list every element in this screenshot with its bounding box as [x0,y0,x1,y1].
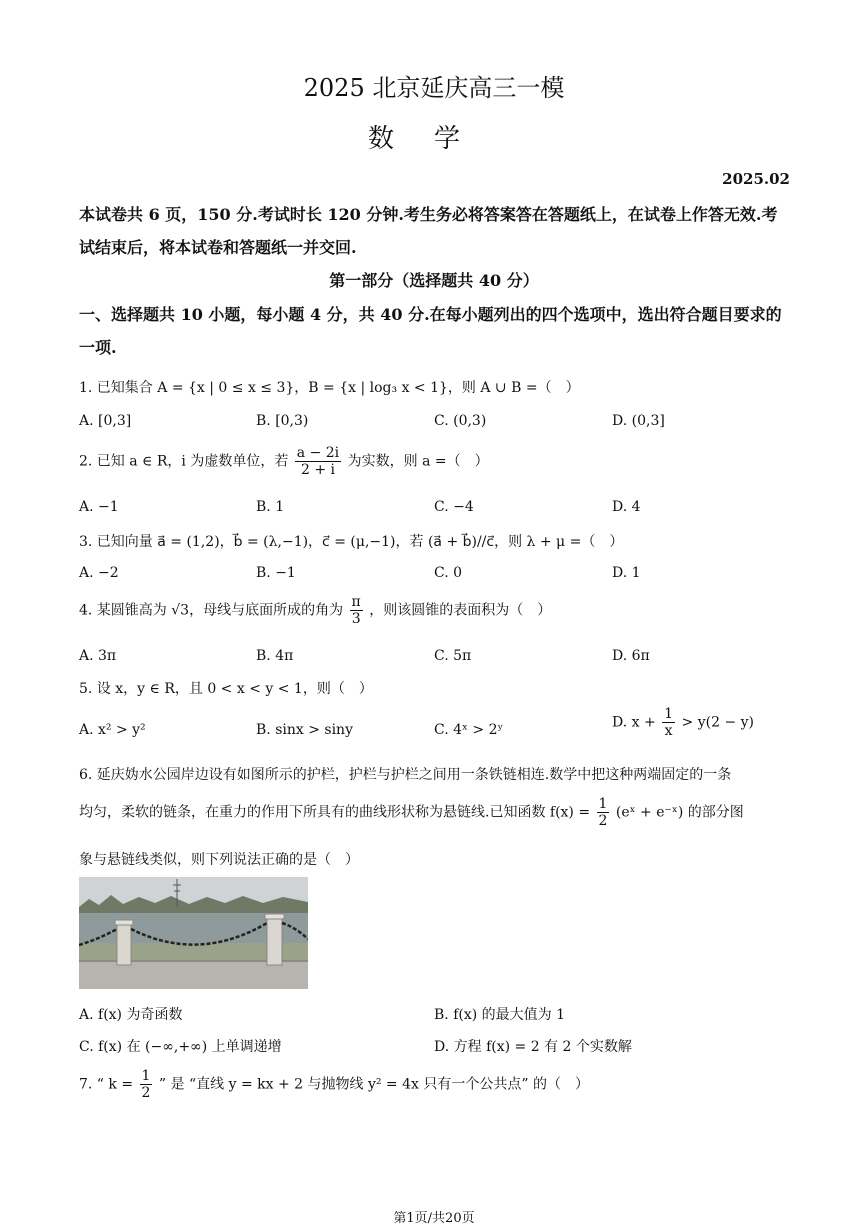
q4-option-a[interactable]: A. 3π [79,648,117,664]
part-heading: 第一部分（选择题共 40 分） [329,271,539,290]
q7-fraction [140,1068,153,1101]
q3-option-c[interactable]: C. 0 [434,565,463,581]
q4-frac-den: 3 [351,611,361,627]
q4-fraction [350,594,363,627]
question-4-stem [79,594,551,627]
q4-frac-num: π [351,594,361,610]
q5-d-frac-den: x [664,723,673,739]
q6-frac-den: 2 [598,813,608,829]
q4-option-b[interactable]: B. 4π [256,648,294,664]
q6-option-a[interactable]: A. f(x) 为奇函数 [79,1007,183,1023]
q6-line2-post: (eˣ + e⁻ˣ) 的部分图 [615,804,744,821]
question-6-line-1: 6. 延庆妫水公园岸边设有如图所示的护栏，护栏与护栏之间用一条铁链相连.数学中把这种两端固定的一条 [79,767,732,783]
guardrail-photo-svg [79,877,308,989]
question-6-line-3: 象与悬链线类似，则下列说法正确的是（ ） [79,852,359,868]
question-3-stem: 3. 已知向量 a⃗ = (1,2)，b⃗ = (λ,−1)，c⃗ = (μ,−1)，若 (a⃗ + b⃗)//c⃗，则 λ + μ =（ ） [79,534,624,550]
q5-option-a[interactable]: A. x² > y² [79,722,146,738]
page-title: 2025 北京延庆高三一模 [303,74,565,102]
q2-option-b[interactable]: B. 1 [256,499,285,515]
question-2-stem [79,445,489,478]
q1-option-c[interactable]: C. (0,3) [434,413,487,429]
q5-d-frac-num: 1 [664,706,674,722]
guardrail-photo [79,877,308,989]
q3-option-d[interactable]: D. 1 [612,565,641,581]
q2-frac-den: 2 + i [300,462,335,478]
section-heading: 一、选择题共 10 小题，每小题 4 分，共 40 分.在每小题列出的四个选项中，选出符合题目要求的一项. [79,305,782,357]
question-7-stem [79,1068,589,1101]
q5-d-fraction [662,706,675,739]
q6-fraction [597,796,610,829]
q2-fraction [295,445,341,478]
q6-option-b[interactable]: B. f(x) 的最大值为 1 [434,1007,565,1023]
q5-d-post: > y(2 − y) [681,714,754,731]
q2-frac-num: a − 2i [296,445,340,461]
q6-frac-num: 1 [598,796,608,812]
q7-stem-pre: 7. “ k = [79,1076,134,1093]
page-footer: 第1页/共20页 [393,1211,475,1226]
exam-date: 2025.02 [722,170,790,188]
question-6-line-2 [79,796,744,829]
q4-option-c[interactable]: C. 5π [434,648,472,664]
q1-option-b[interactable]: B. [0,3) [256,413,309,429]
q2-option-a[interactable]: A. −1 [79,499,119,515]
q2-stem-pre: 2. 已知 a ∈ R，i 为虚数单位，若 [79,453,289,470]
q1-option-d[interactable]: D. (0,3] [612,413,665,429]
q2-option-c[interactable]: C. −4 [434,499,474,515]
subject-title: 数学 [367,124,500,154]
q7-stem-post: ” 是 “直线 y = kx + 2 与抛物线 y² = 4x 只有一个公共点” 的（ ） [158,1076,589,1093]
q3-option-b[interactable]: B. −1 [256,565,296,581]
q7-frac-den: 2 [141,1085,151,1101]
q5-d-pre: D. x + [612,714,656,731]
q5-option-d[interactable] [612,706,754,739]
question-5-stem: 5. 设 x，y ∈ R，且 0 < x < y < 1，则（ ） [79,681,373,697]
q6-line2-pre: 均匀，柔软的链条，在重力的作用下所具有的曲线形状称为悬链线.已知函数 f(x) = [79,804,591,821]
q4-stem-post: ，则该圆锥的表面积为（ ） [369,602,552,619]
question-1-stem: 1. 已知集合 A = {x | 0 ≤ x ≤ 3}，B = {x | log₃ x < 1}，则 A ∪ B =（ ） [79,380,580,396]
q5-option-b[interactable]: B. sinx > siny [256,722,353,738]
q7-frac-num: 1 [141,1068,151,1084]
q6-option-d[interactable]: D. 方程 f(x) = 2 有 2 个实数解 [434,1039,632,1055]
q5-option-c[interactable]: C. 4ˣ > 2ʸ [434,722,504,738]
q1-option-a[interactable]: A. [0,3] [79,413,132,429]
q2-option-d[interactable]: D. 4 [612,499,641,515]
q4-stem-pre: 4. 某圆锥高为 √3，母线与底面所成的角为 [79,602,344,619]
q4-option-d[interactable]: D. 6π [612,648,650,664]
q2-stem-post: 为实数，则 a =（ ） [347,453,489,470]
q6-option-c[interactable]: C. f(x) 在 (−∞,+∞) 上单调递增 [79,1039,282,1055]
exam-instructions: 本试卷共 6 页，150 分.考试时长 120 分钟.考生务必将答案答在答题纸上，在试卷上作答无效.考试结束后，将本试卷和答题纸一并交回. [79,205,778,257]
q3-option-a[interactable]: A. −2 [79,565,119,581]
